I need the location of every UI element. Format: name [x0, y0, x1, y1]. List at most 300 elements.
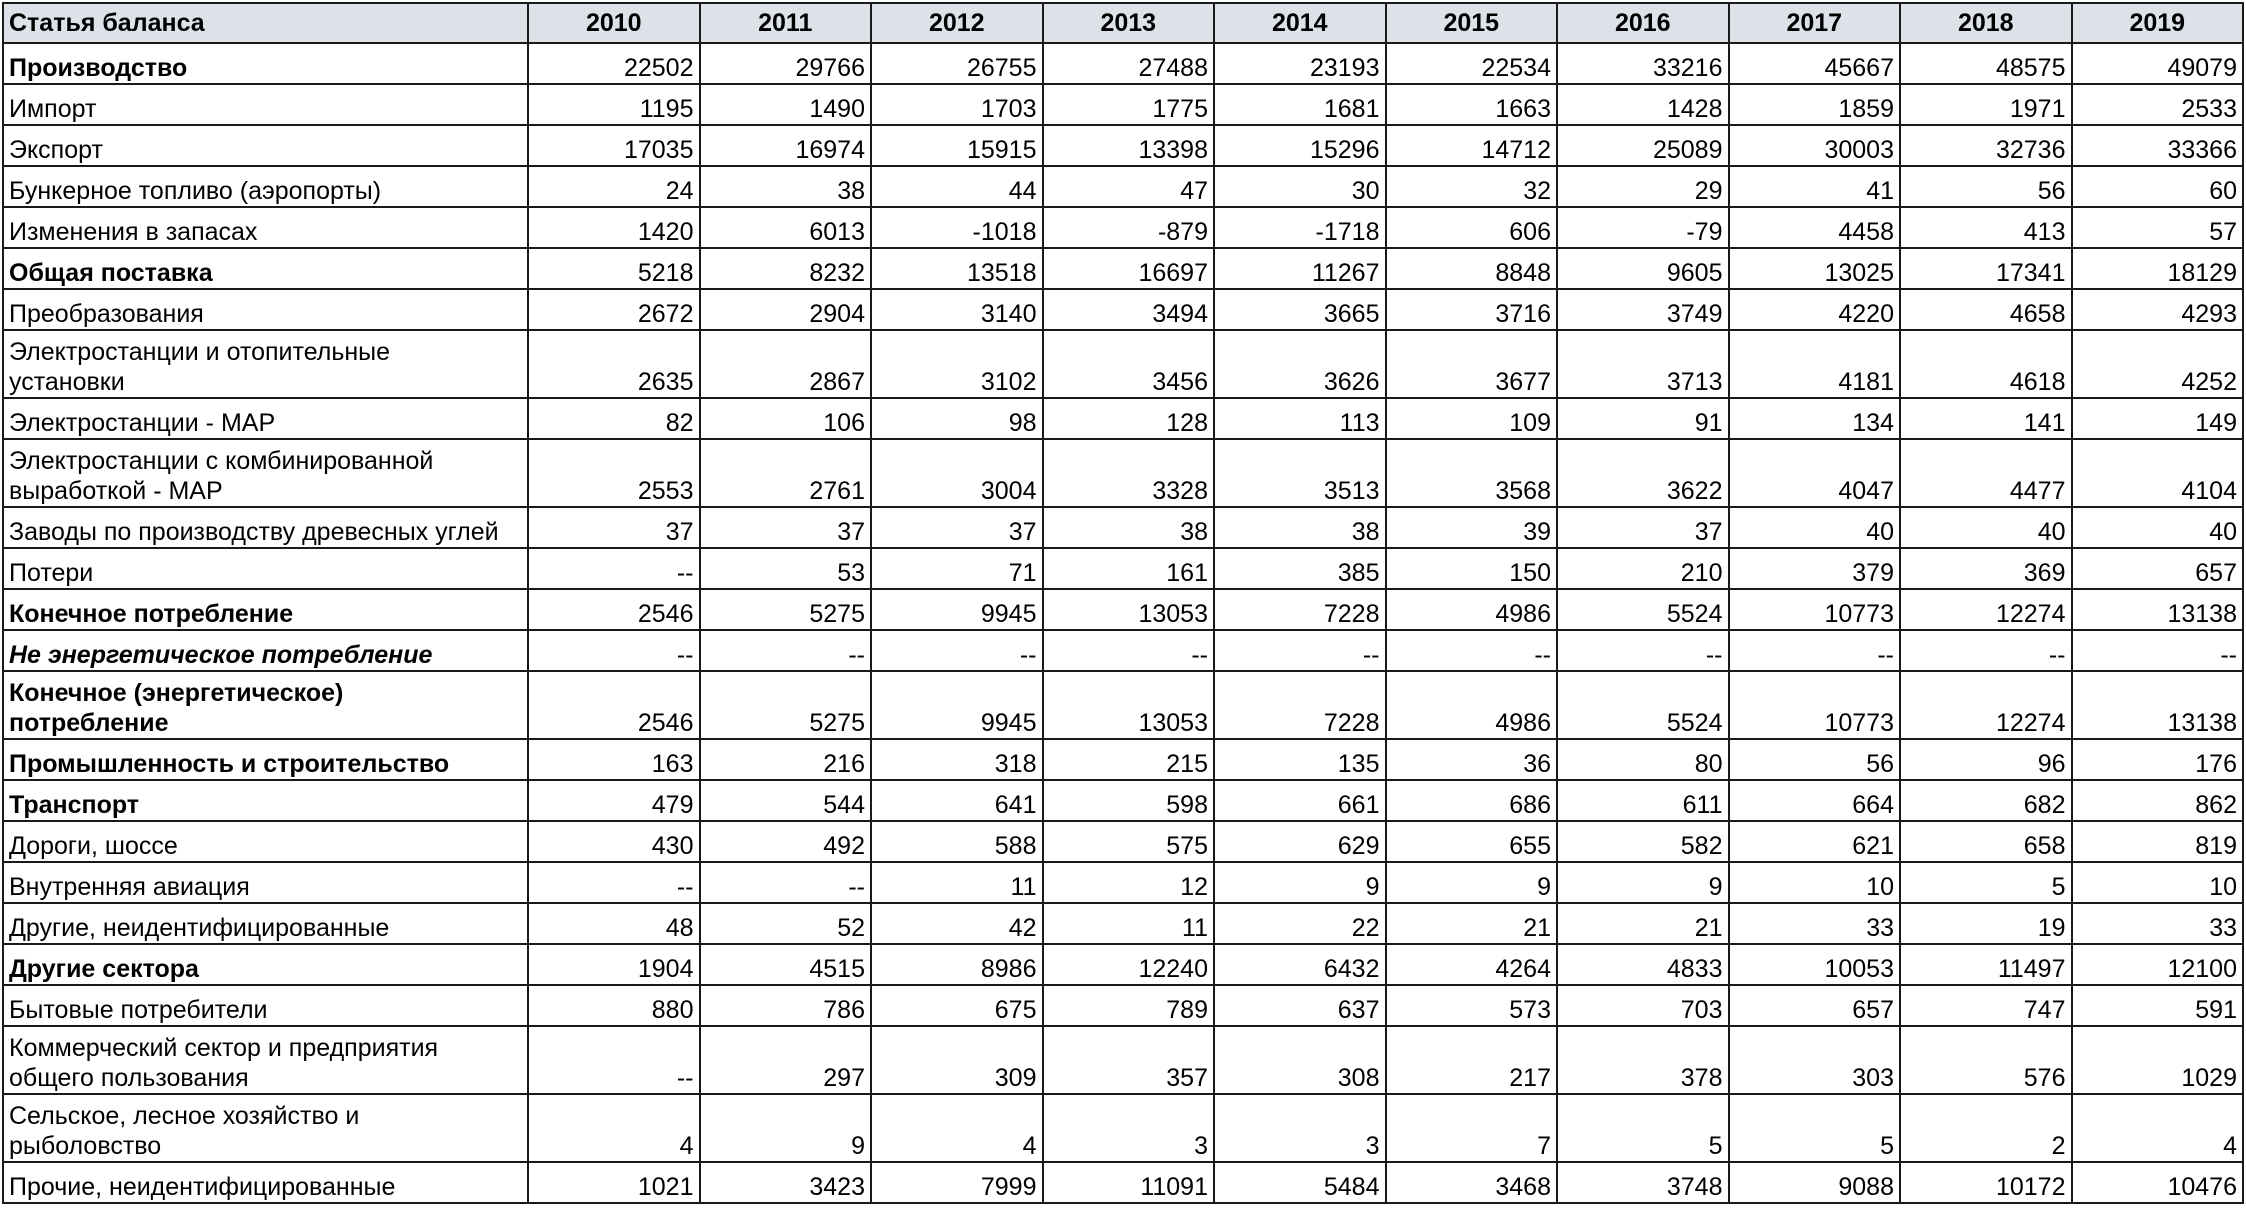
- value-cell: 29766: [700, 43, 872, 84]
- value-cell: --: [1043, 630, 1215, 671]
- value-cell: 3: [1043, 1094, 1215, 1162]
- value-cell: 4293: [2072, 289, 2244, 330]
- value-cell: 38: [700, 166, 872, 207]
- value-cell: 12: [1043, 862, 1215, 903]
- value-cell: 27488: [1043, 43, 1215, 84]
- value-cell: 8232: [700, 248, 872, 289]
- value-cell: 149: [2072, 398, 2244, 439]
- value-cell: 2553: [528, 439, 700, 507]
- value-cell: 109: [1386, 398, 1558, 439]
- value-cell: 4: [528, 1094, 700, 1162]
- value-cell: 3456: [1043, 330, 1215, 398]
- value-cell: 4986: [1386, 671, 1558, 739]
- value-cell: 9945: [871, 589, 1043, 630]
- table-row: [3, 780, 2243, 821]
- value-cell: 49079: [2072, 43, 2244, 84]
- value-cell: 60: [2072, 166, 2244, 207]
- value-cell: 4: [2072, 1094, 2244, 1162]
- value-cell: 57: [2072, 207, 2244, 248]
- value-cell: 216: [700, 739, 872, 780]
- value-cell: 19: [1900, 903, 2072, 944]
- value-cell: 430: [528, 821, 700, 862]
- value-cell: 9088: [1729, 1162, 1901, 1203]
- value-cell: 1859: [1729, 84, 1901, 125]
- table-row: [3, 548, 2243, 589]
- value-cell: 52: [700, 903, 872, 944]
- header-year-2014: 2014: [1214, 3, 1386, 43]
- value-cell: 37: [1557, 507, 1729, 548]
- value-cell: 4477: [1900, 439, 2072, 507]
- value-cell: 2: [1900, 1094, 2072, 1162]
- table-row: [3, 739, 2243, 780]
- header-year-2012: 2012: [871, 3, 1043, 43]
- value-cell: --: [700, 630, 872, 671]
- value-cell: 25089: [1557, 125, 1729, 166]
- value-cell: 5: [1729, 1094, 1901, 1162]
- row-label: Транспорт: [3, 780, 528, 821]
- value-cell: 1021: [528, 1162, 700, 1203]
- value-cell: 38: [1043, 507, 1215, 548]
- value-cell: 606: [1386, 207, 1558, 248]
- value-cell: 5: [1900, 862, 2072, 903]
- row-label: Конечное потребление: [3, 589, 528, 630]
- row-label: Бункерное топливо (аэропорты): [3, 166, 528, 207]
- value-cell: 8848: [1386, 248, 1558, 289]
- value-cell: 2761: [700, 439, 872, 507]
- value-cell: 8986: [871, 944, 1043, 985]
- value-cell: 3102: [871, 330, 1043, 398]
- value-cell: 9: [1214, 862, 1386, 903]
- row-label: Конечное (энергетическое) потребление: [3, 671, 528, 739]
- row-label: Другие сектора: [3, 944, 528, 985]
- value-cell: 2635: [528, 330, 700, 398]
- table-row: [3, 84, 2243, 125]
- value-cell: 686: [1386, 780, 1558, 821]
- table-row: [3, 166, 2243, 207]
- value-cell: 1195: [528, 84, 700, 125]
- value-cell: 3713: [1557, 330, 1729, 398]
- value-cell: 33: [1729, 903, 1901, 944]
- value-cell: 611: [1557, 780, 1729, 821]
- value-cell: 747: [1900, 985, 2072, 1026]
- value-cell: 71: [871, 548, 1043, 589]
- header-year-2016: 2016: [1557, 3, 1729, 43]
- value-cell: 7: [1386, 1094, 1558, 1162]
- value-cell: 36: [1386, 739, 1558, 780]
- value-cell: 176: [2072, 739, 2244, 780]
- value-cell: 41: [1729, 166, 1901, 207]
- value-cell: 24: [528, 166, 700, 207]
- value-cell: 135: [1214, 739, 1386, 780]
- value-cell: 5524: [1557, 671, 1729, 739]
- table-body: [3, 43, 2243, 1203]
- value-cell: 591: [2072, 985, 2244, 1026]
- value-cell: 6013: [700, 207, 872, 248]
- value-cell: 23193: [1214, 43, 1386, 84]
- value-cell: 309: [871, 1026, 1043, 1094]
- value-cell: -1018: [871, 207, 1043, 248]
- value-cell: 30: [1214, 166, 1386, 207]
- header-year-2015: 2015: [1386, 3, 1558, 43]
- value-cell: 576: [1900, 1026, 2072, 1094]
- value-cell: 33: [2072, 903, 2244, 944]
- value-cell: 3328: [1043, 439, 1215, 507]
- table-row: [3, 1026, 2243, 1094]
- value-cell: 210: [1557, 548, 1729, 589]
- value-cell: -1718: [1214, 207, 1386, 248]
- value-cell: 3004: [871, 439, 1043, 507]
- value-cell: -879: [1043, 207, 1215, 248]
- value-cell: 91: [1557, 398, 1729, 439]
- value-cell: 3140: [871, 289, 1043, 330]
- header-year-2018: 2018: [1900, 3, 2072, 43]
- row-label: Внутренняя авиация: [3, 862, 528, 903]
- value-cell: 48575: [1900, 43, 2072, 84]
- value-cell: 12274: [1900, 671, 2072, 739]
- value-cell: 7228: [1214, 671, 1386, 739]
- table-row: [3, 507, 2243, 548]
- value-cell: 1703: [871, 84, 1043, 125]
- value-cell: --: [871, 630, 1043, 671]
- value-cell: --: [700, 862, 872, 903]
- value-cell: 369: [1900, 548, 2072, 589]
- value-cell: 163: [528, 739, 700, 780]
- row-label: Электростанции - МАР: [3, 398, 528, 439]
- value-cell: 621: [1729, 821, 1901, 862]
- value-cell: 21: [1557, 903, 1729, 944]
- value-cell: 5484: [1214, 1162, 1386, 1203]
- value-cell: 4047: [1729, 439, 1901, 507]
- value-cell: 37: [871, 507, 1043, 548]
- table-row: [3, 903, 2243, 944]
- value-cell: 492: [700, 821, 872, 862]
- value-cell: 3677: [1386, 330, 1558, 398]
- value-cell: 40: [1729, 507, 1901, 548]
- value-cell: 5524: [1557, 589, 1729, 630]
- value-cell: 15915: [871, 125, 1043, 166]
- value-cell: 161: [1043, 548, 1215, 589]
- value-cell: 1681: [1214, 84, 1386, 125]
- value-cell: 37: [528, 507, 700, 548]
- value-cell: 4618: [1900, 330, 2072, 398]
- value-cell: 13398: [1043, 125, 1215, 166]
- value-cell: 3749: [1557, 289, 1729, 330]
- value-cell: 385: [1214, 548, 1386, 589]
- value-cell: 9945: [871, 671, 1043, 739]
- value-cell: 657: [1729, 985, 1901, 1026]
- value-cell: --: [528, 630, 700, 671]
- value-cell: 1029: [2072, 1026, 2244, 1094]
- value-cell: 80: [1557, 739, 1729, 780]
- table-row: [3, 1094, 2243, 1162]
- row-label: Электростанции с комбинированной выработкой - МАР: [3, 439, 528, 507]
- value-cell: 33216: [1557, 43, 1729, 84]
- value-cell: 664: [1729, 780, 1901, 821]
- value-cell: 2546: [528, 589, 700, 630]
- value-cell: 3626: [1214, 330, 1386, 398]
- value-cell: 3568: [1386, 439, 1558, 507]
- value-cell: 56: [1729, 739, 1901, 780]
- value-cell: 661: [1214, 780, 1386, 821]
- value-cell: --: [528, 862, 700, 903]
- value-cell: 141: [1900, 398, 2072, 439]
- value-cell: 13138: [2072, 589, 2244, 630]
- value-cell: 32: [1386, 166, 1558, 207]
- value-cell: 11091: [1043, 1162, 1215, 1203]
- value-cell: 1971: [1900, 84, 2072, 125]
- table-row: [3, 1162, 2243, 1203]
- value-cell: 303: [1729, 1026, 1901, 1094]
- value-cell: 2546: [528, 671, 700, 739]
- value-cell: 379: [1729, 548, 1901, 589]
- value-cell: --: [1729, 630, 1901, 671]
- value-cell: 215: [1043, 739, 1215, 780]
- value-cell: 22: [1214, 903, 1386, 944]
- value-cell: 82: [528, 398, 700, 439]
- table-row: [3, 125, 2243, 166]
- value-cell: 588: [871, 821, 1043, 862]
- row-label: Коммерческий сектор и предприятия общего пользования: [3, 1026, 528, 1094]
- value-cell: 413: [1900, 207, 2072, 248]
- value-cell: 10: [2072, 862, 2244, 903]
- value-cell: 17035: [528, 125, 700, 166]
- value-cell: 48: [528, 903, 700, 944]
- value-cell: 13138: [2072, 671, 2244, 739]
- value-cell: 318: [871, 739, 1043, 780]
- value-cell: 575: [1043, 821, 1215, 862]
- value-cell: 42: [871, 903, 1043, 944]
- header-year-2011: 2011: [700, 3, 872, 43]
- energy-balance-table: [2, 2, 2244, 1204]
- value-cell: 4220: [1729, 289, 1901, 330]
- value-cell: 96: [1900, 739, 2072, 780]
- value-cell: 2533: [2072, 84, 2244, 125]
- value-cell: 675: [871, 985, 1043, 1026]
- value-cell: 573: [1386, 985, 1558, 1026]
- value-cell: 703: [1557, 985, 1729, 1026]
- value-cell: 11497: [1900, 944, 2072, 985]
- value-cell: 629: [1214, 821, 1386, 862]
- value-cell: 1775: [1043, 84, 1215, 125]
- table-row: [3, 248, 2243, 289]
- value-cell: 2904: [700, 289, 872, 330]
- table-row: [3, 862, 2243, 903]
- table-row: [3, 330, 2243, 398]
- table-row: [3, 589, 2243, 630]
- value-cell: 682: [1900, 780, 2072, 821]
- header-year-2019: 2019: [2072, 3, 2244, 43]
- value-cell: 3622: [1557, 439, 1729, 507]
- value-cell: 378: [1557, 1026, 1729, 1094]
- value-cell: 10053: [1729, 944, 1901, 985]
- table-row: [3, 944, 2243, 985]
- value-cell: 53: [700, 548, 872, 589]
- table-row: [3, 289, 2243, 330]
- value-cell: 39: [1386, 507, 1558, 548]
- value-cell: --: [528, 1026, 700, 1094]
- value-cell: 2867: [700, 330, 872, 398]
- value-cell: 3494: [1043, 289, 1215, 330]
- value-cell: 819: [2072, 821, 2244, 862]
- value-cell: 40: [2072, 507, 2244, 548]
- value-cell: --: [1900, 630, 2072, 671]
- header-year-2010: 2010: [528, 3, 700, 43]
- table-row: [3, 821, 2243, 862]
- value-cell: 4104: [2072, 439, 2244, 507]
- value-cell: 16697: [1043, 248, 1215, 289]
- value-cell: 22534: [1386, 43, 1558, 84]
- row-label: Производство: [3, 43, 528, 84]
- value-cell: 4264: [1386, 944, 1558, 985]
- value-cell: --: [2072, 630, 2244, 671]
- value-cell: 862: [2072, 780, 2244, 821]
- value-cell: 150: [1386, 548, 1558, 589]
- value-cell: 4833: [1557, 944, 1729, 985]
- value-cell: 14712: [1386, 125, 1558, 166]
- value-cell: 11: [1043, 903, 1215, 944]
- value-cell: 22502: [528, 43, 700, 84]
- table-row: [3, 671, 2243, 739]
- row-label: Электростанции и отопительные установки: [3, 330, 528, 398]
- value-cell: 13518: [871, 248, 1043, 289]
- value-cell: 16974: [700, 125, 872, 166]
- value-cell: 297: [700, 1026, 872, 1094]
- value-cell: 1428: [1557, 84, 1729, 125]
- value-cell: 37: [700, 507, 872, 548]
- value-cell: 658: [1900, 821, 2072, 862]
- value-cell: 4252: [2072, 330, 2244, 398]
- value-cell: 3513: [1214, 439, 1386, 507]
- value-cell: 5: [1557, 1094, 1729, 1162]
- value-cell: 10476: [2072, 1162, 2244, 1203]
- value-cell: 5218: [528, 248, 700, 289]
- value-cell: 11267: [1214, 248, 1386, 289]
- row-label: Заводы по производству древесных углей: [3, 507, 528, 548]
- table-row: [3, 398, 2243, 439]
- header-year-2013: 2013: [1043, 3, 1215, 43]
- row-label: Дороги, шоссе: [3, 821, 528, 862]
- value-cell: 3468: [1386, 1162, 1558, 1203]
- value-cell: 3423: [700, 1162, 872, 1203]
- row-label: Промышленность и строительство: [3, 739, 528, 780]
- row-label: Другие, неидентифицированные: [3, 903, 528, 944]
- header-label-cell: Статья баланса: [3, 3, 528, 43]
- value-cell: 9605: [1557, 248, 1729, 289]
- table-row: [3, 439, 2243, 507]
- value-cell: 29: [1557, 166, 1729, 207]
- value-cell: 26755: [871, 43, 1043, 84]
- value-cell: --: [1214, 630, 1386, 671]
- value-cell: 7228: [1214, 589, 1386, 630]
- header-year-2017: 2017: [1729, 3, 1901, 43]
- value-cell: 4986: [1386, 589, 1558, 630]
- value-cell: 4: [871, 1094, 1043, 1162]
- value-cell: 789: [1043, 985, 1215, 1026]
- value-cell: 786: [700, 985, 872, 1026]
- value-cell: 13025: [1729, 248, 1901, 289]
- table-header-row: [3, 3, 2243, 43]
- value-cell: 106: [700, 398, 872, 439]
- value-cell: 6432: [1214, 944, 1386, 985]
- value-cell: 479: [528, 780, 700, 821]
- value-cell: 641: [871, 780, 1043, 821]
- value-cell: 30003: [1729, 125, 1901, 166]
- value-cell: 12274: [1900, 589, 2072, 630]
- row-label: Преобразования: [3, 289, 528, 330]
- value-cell: --: [1557, 630, 1729, 671]
- value-cell: 12240: [1043, 944, 1215, 985]
- value-cell: 98: [871, 398, 1043, 439]
- value-cell: -79: [1557, 207, 1729, 248]
- table-row: [3, 630, 2243, 671]
- value-cell: 2672: [528, 289, 700, 330]
- table-row: [3, 207, 2243, 248]
- value-cell: 12100: [2072, 944, 2244, 985]
- value-cell: 134: [1729, 398, 1901, 439]
- value-cell: 5275: [700, 589, 872, 630]
- value-cell: 544: [700, 780, 872, 821]
- value-cell: 308: [1214, 1026, 1386, 1094]
- value-cell: 10: [1729, 862, 1901, 903]
- row-label: Общая поставка: [3, 248, 528, 289]
- value-cell: 38: [1214, 507, 1386, 548]
- value-cell: 4181: [1729, 330, 1901, 398]
- value-cell: 598: [1043, 780, 1215, 821]
- value-cell: 4515: [700, 944, 872, 985]
- value-cell: 655: [1386, 821, 1558, 862]
- value-cell: 44: [871, 166, 1043, 207]
- value-cell: 11: [871, 862, 1043, 903]
- value-cell: 7999: [871, 1162, 1043, 1203]
- value-cell: --: [1386, 630, 1558, 671]
- row-label: Сельское, лесное хозяйство и рыболовство: [3, 1094, 528, 1162]
- value-cell: 3716: [1386, 289, 1558, 330]
- value-cell: 3665: [1214, 289, 1386, 330]
- value-cell: 4458: [1729, 207, 1901, 248]
- value-cell: 10773: [1729, 671, 1901, 739]
- value-cell: 1904: [528, 944, 700, 985]
- value-cell: 657: [2072, 548, 2244, 589]
- value-cell: 9: [1557, 862, 1729, 903]
- value-cell: 1420: [528, 207, 700, 248]
- value-cell: 18129: [2072, 248, 2244, 289]
- value-cell: 9: [700, 1094, 872, 1162]
- value-cell: 3: [1214, 1094, 1386, 1162]
- row-label: Прочие, неидентифицированные: [3, 1162, 528, 1203]
- table-row: [3, 985, 2243, 1026]
- value-cell: 1490: [700, 84, 872, 125]
- row-label: Бытовые потребители: [3, 985, 528, 1026]
- value-cell: 10172: [1900, 1162, 2072, 1203]
- value-cell: 47: [1043, 166, 1215, 207]
- value-cell: 113: [1214, 398, 1386, 439]
- value-cell: 13053: [1043, 671, 1215, 739]
- row-label: Импорт: [3, 84, 528, 125]
- value-cell: 357: [1043, 1026, 1215, 1094]
- value-cell: 45667: [1729, 43, 1901, 84]
- value-cell: 582: [1557, 821, 1729, 862]
- value-cell: 10773: [1729, 589, 1901, 630]
- value-cell: 32736: [1900, 125, 2072, 166]
- value-cell: 217: [1386, 1026, 1558, 1094]
- value-cell: 17341: [1900, 248, 2072, 289]
- value-cell: 880: [528, 985, 700, 1026]
- value-cell: 3748: [1557, 1162, 1729, 1203]
- value-cell: 33366: [2072, 125, 2244, 166]
- value-cell: 15296: [1214, 125, 1386, 166]
- value-cell: 21: [1386, 903, 1558, 944]
- value-cell: 1663: [1386, 84, 1558, 125]
